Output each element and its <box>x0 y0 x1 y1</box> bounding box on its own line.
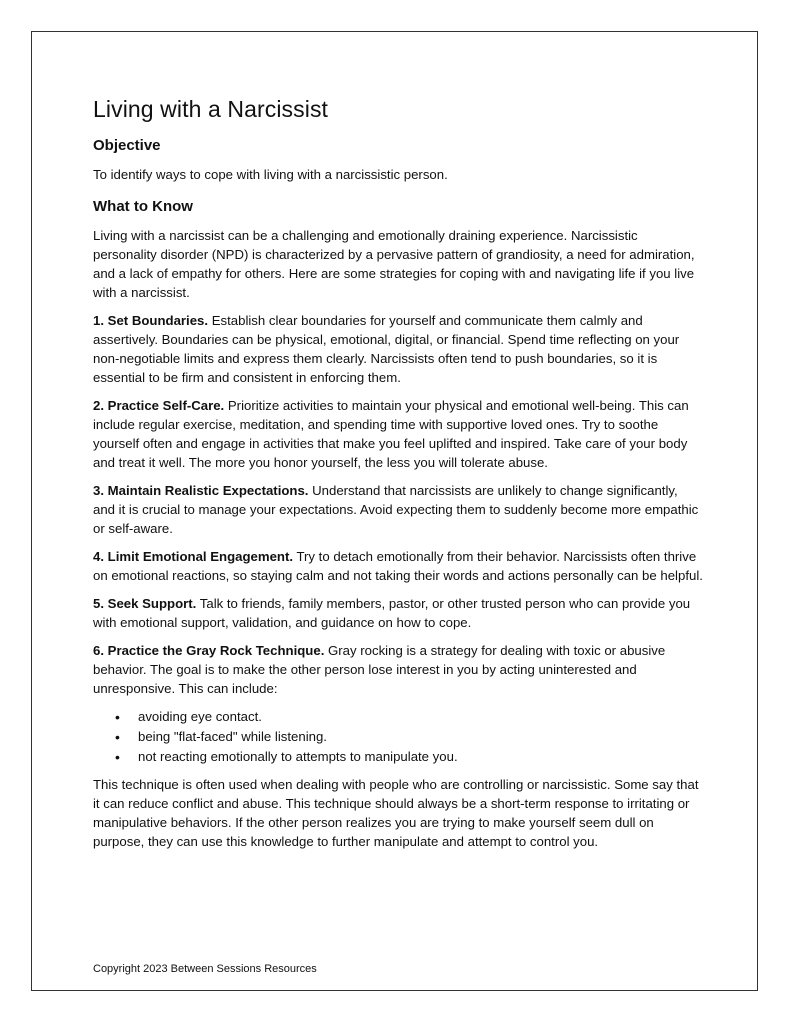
strategy-4 <box>93 547 703 585</box>
objective-text: To identify ways to cope with living with a narcissistic person. <box>93 167 448 182</box>
strategy-1-text: Establish clear boundaries for yourself and communicate them calmly and assertively. Boundaries can be physical, emotional, digital, or financial. Spend time reflecting on your non-negotiable limits and express them clearly. Narcissists often tend to push boundaries, so it is essential to be firm and consistent in enforcing them. <box>93 313 680 385</box>
strategy-6 <box>93 641 703 698</box>
list-item-text: avoiding eye contact. <box>138 709 262 724</box>
strategy-6-text: Gray rocking is a strategy for dealing with toxic or abusive behavior. The goal is to make the other person lose interest in you by acting uninterested and unresponsive. This can include: <box>93 643 666 696</box>
closing-paragraph: This technique is often used when dealing with people who are controlling or narcissistic. Some say that it can reduce conflict and abuse. This technique should always be a short-term response to irritating or manipulative behaviors. If the other person realizes you are trying to make yourself seem dull on purpose, they can use this knowledge to further manipulate and attempt to control you. <box>93 777 699 849</box>
list-item-text: not reacting emotionally to attempts to manipulate you. <box>138 749 458 764</box>
list-item-text: being "flat-faced" while listening. <box>138 729 327 744</box>
list-item <box>115 747 703 767</box>
gray-rock-list <box>93 707 703 767</box>
strategy-3-title: 3. Maintain Realistic Expectations. <box>93 483 309 498</box>
strategy-6-title: 6. Practice the Gray Rock Technique. <box>93 643 325 658</box>
strategy-2-title: 2. Practice Self-Care. <box>93 398 225 413</box>
strategy-5 <box>93 594 703 632</box>
intro-paragraph: Living with a narcissist can be a challenging and emotionally draining experience. Narcissistic personality disorder (NPD) is characterized by a pervasive pattern of grandiosity, a need for admiration, and a lack of empathy for others. Here are some strategies for coping with and navigating life if you live with a narcissist. <box>93 228 695 300</box>
bullet-icon: • <box>115 749 120 765</box>
strategy-3-text: Understand that narcissists are unlikely to change significantly, and it is crucial to manage your expectations. Avoid expecting them to suddenly become more empathic or self-aware. <box>93 483 699 536</box>
document-body <box>93 94 703 860</box>
list-item <box>115 707 703 727</box>
strategy-2-text: Prioritize activities to maintain your physical and emotional well-being. This can include regular exercise, meditation, and spending time with supportive loved ones. Try to soothe yourself often and engage in activities that make you feel uplifted and inspired. Take care of your body and treat it well. The more you honor yourself, the less you will tolerate abuse. <box>93 398 689 470</box>
strategy-1-title: 1. Set Boundaries. <box>93 313 209 328</box>
strategy-5-text: Talk to friends, family members, pastor, or other trusted person who can provide you with emotional support, validation, and guidance on how to cope. <box>93 596 691 630</box>
strategy-2 <box>93 396 703 472</box>
page-title: Living with a Narcissist <box>93 96 329 122</box>
objective-heading: Objective <box>93 137 161 154</box>
copyright-footer: Copyright 2023 Between Sessions Resources <box>93 963 317 975</box>
strategy-5-title: 5. Seek Support. <box>93 596 197 611</box>
bullet-icon: • <box>115 709 120 725</box>
strategy-4-text: Try to detach emotionally from their behavior. Narcissists often thrive on emotional reactions, so staying calm and not taking their words and actions personally can be helpful. <box>93 549 703 583</box>
strategy-1 <box>93 311 703 387</box>
strategy-3 <box>93 481 703 538</box>
bullet-icon: • <box>115 729 120 745</box>
what-to-know-heading: What to Know <box>93 198 193 215</box>
strategy-4-title: 4. Limit Emotional Engagement. <box>93 549 294 564</box>
list-item <box>115 727 703 747</box>
